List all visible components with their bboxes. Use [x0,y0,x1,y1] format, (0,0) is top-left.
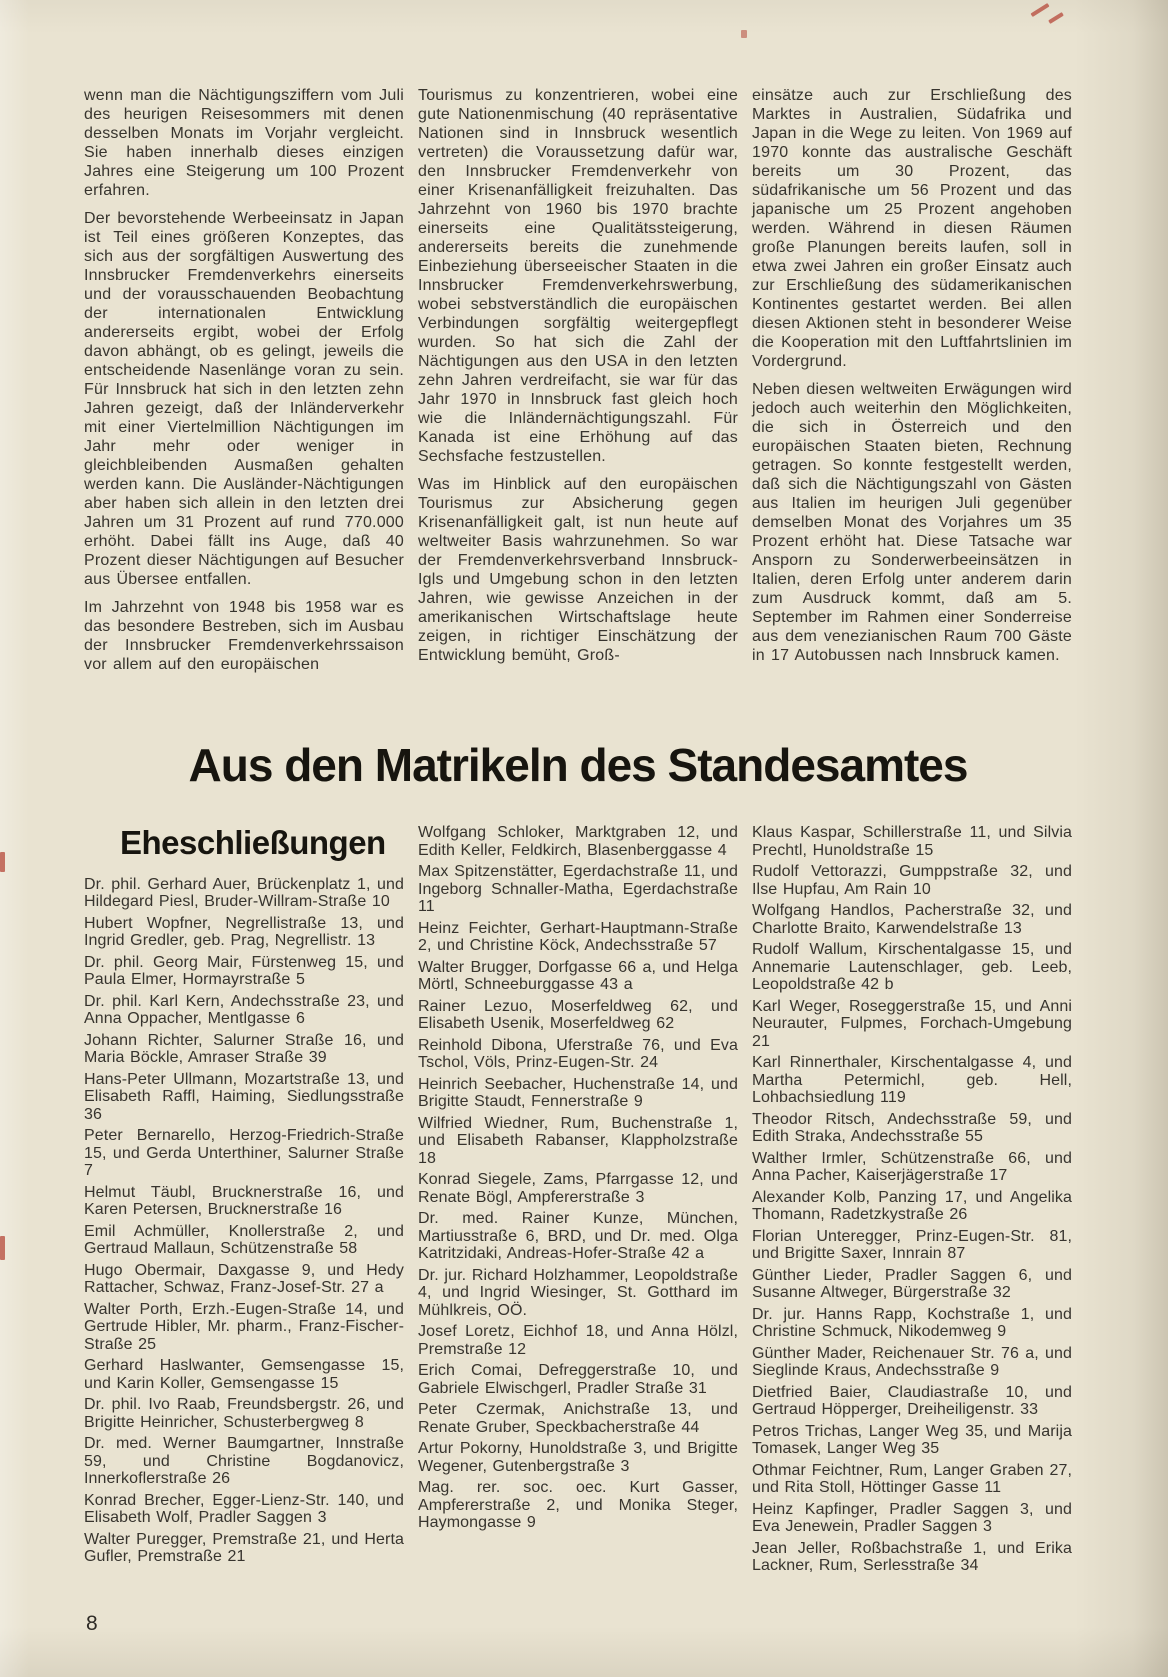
marriage-entry: Florian Unteregger, Prinz-Eugen-Str. 81, und Brigitte Saxer, Innrain 87 [752,1227,1072,1262]
marriage-entry: Dr. phil. Ivo Raab, Freundsbergstr. 26, und Brigitte Heinricher, Schusterbergweg 8 [84,1396,404,1431]
marriage-entry: Dr. jur. Hanns Rapp, Kochstraße 1, und Christine Schmuck, Nikodemweg 9 [752,1305,1072,1340]
marriage-entry: Jean Jeller, Roßbachstraße 1, und Erika Lackner, Rum, Serlesstraße 34 [752,1539,1072,1574]
marriage-entry: Hubert Wopfner, Negrellistraße 13, und Ingrid Gredler, geb. Prag, Negrellistr. 13 [84,914,404,950]
article-paragraph: Was im Hinblick auf den europäischen Tourismus zur Absicherung gegen Krisenanfälligkeit galt, ist nun heute auf weltweiter Basis wahrzunehmen. So war der Fremdenverkehrsverband Innsbruck-Igls und Umgebung schon in den letzten Jahren, wie gewisse Anzeichen in der amerikanischen Wirtschaftslage heute zeigen, in richtiger Einschätzung der Entwicklung bemüht, Groß- [418,476,738,664]
marriage-entry: Rudolf Wallum, Kirschentalgasse 15, und Annemarie Lautenschlager, geb. Leeb, Leopoldstraße 42 b [752,941,1072,993]
article-column-2 [418,86,738,683]
marriage-entry: Walther Irmler, Schützenstraße 66, und Anna Pacher, Kaiserjägerstraße 17 [752,1149,1072,1184]
marriage-entry: Helmut Täubl, Brucknerstraße 16, und Karen Petersen, Brucknerstraße 16 [84,1183,404,1219]
marriage-entry: Artur Pokorny, Hunoldstraße 3, und Brigitte Wegener, Gutenbergstraße 3 [418,1440,738,1475]
article-paragraph: Neben diesen weltweiten Erwägungen wird jedoch auch weiterhin den Möglichkeiten, die sich in Österreich und den europäischen Staaten bieten, Rechnung getragen. So konnte festgestellt werden, daß sich die Nächtigungszahl von Gästen aus Italien im heurigen Juli gegenüber demselben Monat des Vorjahres um 35 Prozent erhöht hat. Diese Tatsache war Ansporn zu Sonderwerbeeinsätzen in Italien, deren Erfolg unter anderem darin zum Ausdruck kommt, daß am 5. September im Rahmen einer Sonderreise aus dem venezianischen Raum 700 Gäste in 17 Autobussen nach Innsbruck kamen. [752,381,1072,664]
marriage-entry: Günther Lieder, Pradler Saggen 6, und Susanne Altweger, Bürgerstraße 32 [752,1266,1072,1301]
marriage-entry: Alexander Kolb, Panzing 17, und Angelika Thomann, Radetzkystraße 26 [752,1188,1072,1223]
scan-artifact [0,1236,5,1260]
marriage-entry: Walter Puregger, Premstraße 21, und Herta Gufler, Premstraße 21 [84,1530,404,1566]
marriage-entry: Josef Loretz, Eichhof 18, und Anna Hölzl, Premstraße 12 [418,1323,738,1358]
marriage-entry: Wolfgang Schloker, Marktgraben 12, und Edith Keller, Feldkirch, Blasenberggasse 4 [418,824,738,859]
marriage-entry: Konrad Brecher, Egger-Lienz-Str. 140, und Elisabeth Wolf, Pradler Saggen 3 [84,1491,404,1527]
registry-column-2 [418,824,738,1579]
section-title: Aus den Matrikeln des Standesamtes [188,739,968,791]
marriage-entry: Wolfgang Handlos, Pacherstraße 32, und Charlotte Braito, Karwendelstraße 13 [752,902,1072,937]
marriage-entry: Theodor Ritsch, Andechsstraße 59, und Edith Straka, Andechsstraße 55 [752,1110,1072,1145]
article-paragraph: Der bevorstehende Werbeeinsatz in Japan ist Teil eines größeren Konzeptes, das sich aus der sorgfältigen Auswertung des Innsbrucker Fremdenverkehrs einerseits und der vorausschauenden Beobachtung der internationalen Entwicklung andererseits ergibt, wobei der Erfolg davon abhängt, ob es gelingt, jeweils die entscheidende Nasenlänge voran zu sein. Für Innsbruck hat sich in den letzten zehn Jahren gezeigt, daß der Inländerverkehr mit einer Viertelmillion Nächtigungen im Jahr mehr oder weniger in gleichbleibenden Ausmaßen gehalten werden kann. Die Ausländer-Nächtigungen aber haben sich allein in den letzten drei Jahren um 31 Prozent auf rund 770.000 erhöht. Dabei fällt ins Auge, daß 40 Prozent dieser Nächtigungen auf Besucher aus Übersee entfallen. [84,210,404,588]
marriage-entry: Dr. med. Werner Baumgartner, Innstraße 59, und Christine Bogdanovicz, Innerkoflerstraße 26 [84,1435,404,1488]
article-paragraph: Im Jahrzehnt von 1948 bis 1958 war es das besondere Bestreben, sich im Ausbau der Innsbrucker Fremdenverkehrssaison vor allem auf den europäischen [84,599,404,673]
marriage-entry: Heinz Feichter, Gerhart-Hauptmann-Straße 2, und Christine Köck, Andechsstraße 57 [418,919,738,954]
marriage-registry [84,824,1072,1579]
marriage-entry: Dr. phil. Gerhard Auer, Brückenplatz 1, und Hildegard Piesl, Bruder-Willram-Straße 10 [84,875,404,911]
marriage-entry: Heinrich Seebacher, Huchenstraße 14, und Brigitte Staudt, Fennerstraße 9 [418,1075,738,1110]
marriage-entry: Konrad Siegele, Zams, Pfarrgasse 12, und Renate Bögl, Ampfererstraße 3 [418,1171,738,1206]
marriage-entry: Othmar Feichtner, Rum, Langer Graben 27, und Rita Stoll, Höttinger Gasse 11 [752,1461,1072,1496]
marriage-entry: Reinhold Dibona, Uferstraße 76, und Eva Tschol, Völs, Prinz-Eugen-Str. 24 [418,1036,738,1071]
marriage-entry: Wilfried Wiedner, Rum, Buchenstraße 1, und Elisabeth Rabanser, Klappholzstraße 18 [418,1114,738,1167]
article-paragraph: wenn man die Nächtigungsziffern vom Juli des heurigen Reisesommers mit denen desselben Monats im Vorjahr vergleicht. Sie haben innerhalb dieses einzigen Jahres eine Steigerung um 100 Prozent erfahren. [84,87,404,199]
marriage-entry: Karl Weger, Roseggerstraße 15, und Anni Neurauter, Fulpmes, Forchach-Umgebung 21 [752,997,1072,1050]
marriage-entry: Emil Achmüller, Knollerstraße 2, und Gertraud Mallaun, Schützenstraße 58 [84,1222,404,1258]
article-column-3 [752,86,1072,683]
article-paragraph: Tourismus zu konzentrieren, wobei eine gute Nationenmischung (40 repräsentative Nationen sind in Innsbruck wesentlich vertreten) die Voraussetzung dafür war, den Innsbrucker Fremdenverkehr von einer Krisenanfälligkeit freizuhalten. Das Jahrzehnt von 1960 bis 1970 brachte einerseits eine Qualitätssteigerung, andererseits bereits die zunehmende Einbeziehung überseeischer Staaten in die Innsbrucker Fremdenverkehrswerbung, wobei sebstverständlich die europäischen Verbindungen sorgfältig weitergepflegt wurden. So hat sich die Zahl der Nächtigungen aus den USA in den letzten zehn Jahren verdreifacht, sie war für das Jahr 1970 in Innsbruck fast gleich hoch wie die Inländernächtigungszahl. Für Kanada ist eine Erhöhung auf das Sechsfache festzustellen. [418,87,738,465]
marriage-entry: Karl Rinnerthaler, Kirschentalgasse 4, und Martha Petermichl, geb. Hell, Lohbachsiedlung 119 [752,1054,1072,1106]
marriage-entry: Hans-Peter Ullmann, Mozartstraße 13, und Elisabeth Raffl, Haiming, Siedlungsstraße 36 [84,1070,404,1123]
marriage-entry: Rainer Lezuo, Moserfeldweg 62, und Elisabeth Usenik, Moserfeldweg 62 [418,997,738,1032]
marriage-entry: Walter Brugger, Dorfgasse 66 a, und Helga Mörtl, Schneeburggasse 43 a [418,958,738,993]
marriage-entry: Walter Porth, Erzh.-Eugen-Straße 14, und Gertrude Hibler, Mr. pharm., Franz-Fischer-Straße 25 [84,1300,404,1353]
marriage-entry: Gerhard Haslwanter, Gemsengasse 15, und Karin Koller, Gemsengasse 15 [84,1357,404,1392]
marriage-entry: Peter Bernarello, Herzog-Friedrich-Straße 15, und Gerda Unterthiner, Salurner Straße 7 [84,1127,404,1180]
tourism-article [84,86,1072,683]
marriage-entry: Dietfried Baier, Claudiastraße 10, und Gertraud Höpperger, Dreiheiligenstr. 33 [752,1383,1072,1418]
subsection-title: Eheschließungen [120,824,386,861]
registry-column-1 [84,824,404,1579]
marriage-entry: Petros Trichas, Langer Weg 35, und Marija Tomasek, Langer Weg 35 [752,1422,1072,1457]
marriage-entry: Dr. jur. Richard Holzhammer, Leopoldstraße 4, und Ingrid Wiesinger, St. Gotthard im Mühlkreis, OÖ. [418,1266,738,1319]
marriage-entry: Johann Richter, Salurner Straße 16, und Maria Böckle, Amraser Straße 39 [84,1031,404,1067]
scan-artifact [741,30,747,38]
marriage-entry: Dr. phil. Karl Kern, Andechsstraße 23, und Anna Oppacher, Mentlgasse 6 [84,992,404,1028]
article-column-1 [84,86,404,683]
registry-column-3 [752,824,1072,1579]
marriage-entry: Rudolf Vettorazzi, Gumppstraße 32, und Ilse Hupfau, Am Rain 10 [752,863,1072,898]
marriage-entry: Günther Mader, Reichenauer Str. 76 a, und Sieglinde Kraus, Andechsstraße 9 [752,1344,1072,1379]
page-number: 8 [86,1612,98,1635]
marriage-entry: Mag. rer. soc. oec. Kurt Gasser, Ampfererstraße 2, und Monika Steger, Haymongasse 9 [418,1479,738,1531]
marriage-entry: Hugo Obermair, Daxgasse 9, und Hedy Rattacher, Schwaz, Franz-Josef-Str. 27 a [84,1261,404,1297]
marriage-entry: Heinz Kapfinger, Pradler Saggen 3, und Eva Jenewein, Pradler Saggen 3 [752,1500,1072,1535]
scan-artifact [1048,12,1064,24]
marriage-entry: Dr. phil. Georg Mair, Fürstenweg 15, und Paula Elmer, Hormayrstraße 5 [84,953,404,989]
article-paragraph: einsätze auch zur Erschließung des Marktes in Australien, Südafrika und Japan in die Wege zu leiten. Von 1969 auf 1970 konnte das australische Geschäft bereits um 30 Prozent, das südafrikanische um 56 Prozent und das japanische um 25 Prozent angehoben werden. Während in diesen Räumen große Planungen bereits laufen, soll in etwa zwei Jahren ein großer Einsatz auch zur Erschließung des südamerikanischen Kontinentes gestartet werden. Bei allen diesen Aktionen steht in besonderer Weise die Kooperation mit den Luftfahrtslinien im Vordergrund. [752,87,1072,370]
marriage-entry: Peter Czermak, Anichstraße 13, und Renate Gruber, Speckbacherstraße 44 [418,1401,738,1436]
scan-artifact [1030,3,1049,17]
scan-artifact [0,852,5,872]
marriage-entry: Klaus Kaspar, Schillerstraße 11, und Silvia Prechtl, Hunoldstraße 15 [752,824,1072,859]
marriage-entry: Max Spitzenstätter, Egerdachstraße 11, und Ingeborg Schnaller-Matha, Egerdachstraße 11 [418,863,738,915]
marriage-entry: Erich Comai, Defreggerstraße 10, und Gabriele Elwischgerl, Pradler Straße 31 [418,1362,738,1397]
marriage-entry: Dr. med. Rainer Kunze, München, Martiusstraße 6, BRD, und Dr. med. Olga Katritzidaki, Andreas-Hofer-Straße 42 a [418,1210,738,1262]
